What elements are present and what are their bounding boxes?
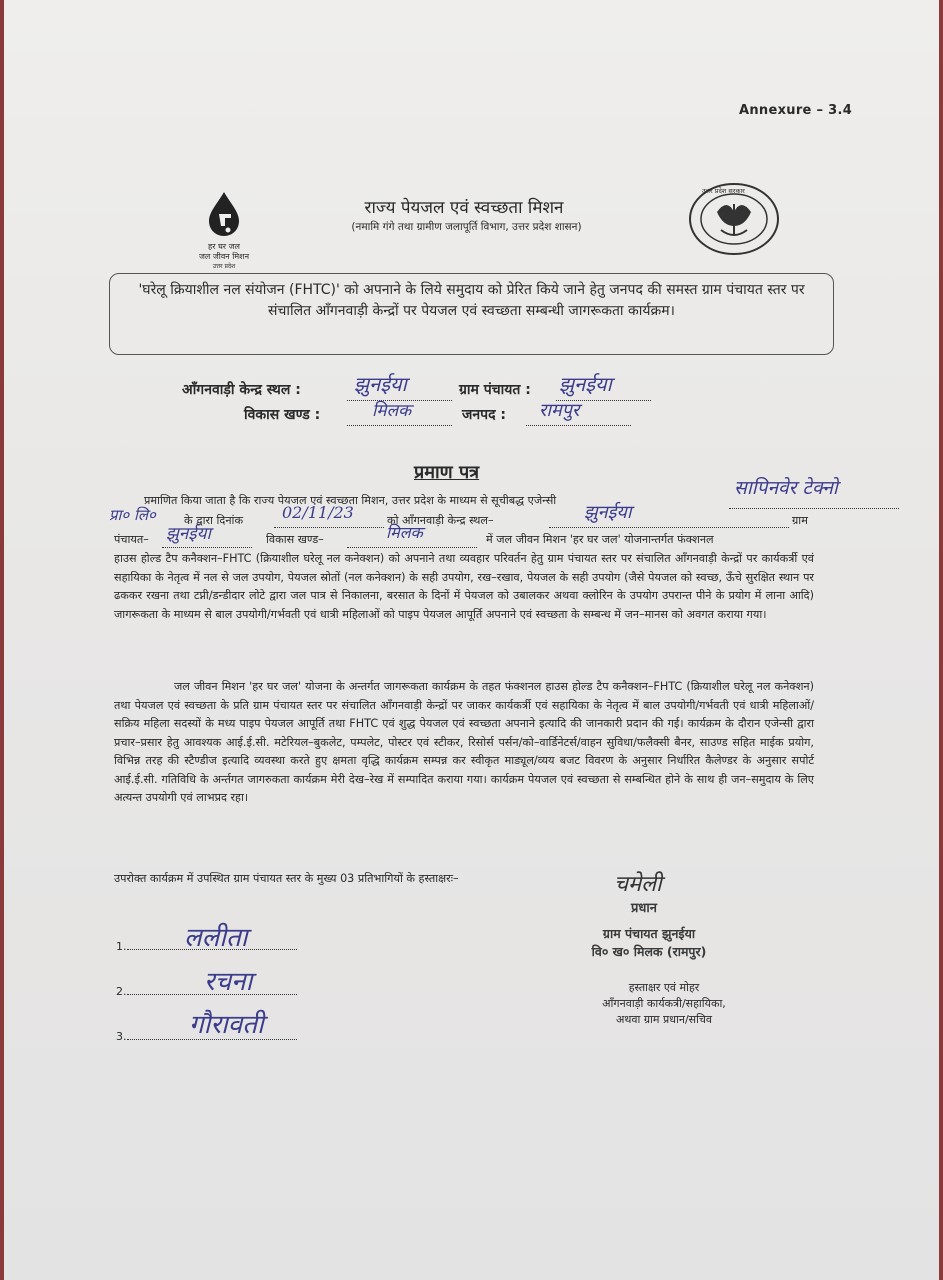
certificate-paragraph-2: जल जीवन मिशन 'हर घर जल' योजना के अन्तर्गत जागरूकता कार्यक्रम के तहत फंक्शनल हाउस होल्ड टैप कनैक्शन–FHTC (क्रियाशील घरेलू नल कनेक्शन) तथा पेयजल एवं स्वच्छता के प्रति ग्राम पंचायत स्तर पर संचालित आँगनवाड़ी केन्द्रों पर जाकर कार्यकर्त्री एवं सहायिका के नेतृत्व में बाल उपयोगी/गर्भवती एवं धात्री महिलाओं/सक्रिय महिला सदस्यों के मध्य पाइप पेयजल आपूर्ति तथा FHTC एवं शुद्ध पेयजल एवं स्वच्छता अपनाने इत्यादि की जानकारी प्रदान की गई। कार्यक्रम के दौरान एजेन्सी द्वारा प्रचार–प्रसार हेतु आवश्यक आई.ई.सी. मटेरियल–बुकलेट, पम्पलेट, पोस्टर एवं स्टीकर, रिसोर्स पर्सन/को–वार्डिनेटर्स/वाहन सुविधा/फलैक्सी बैनर, साउण्ड सहित माईक प्रयोग, विभिन्न तरह की स्टैण्डीज इत्यादि व्यवस्था करते हुए क्षमता वृद्धि कार्यक्रम सम्पन्न कर स्वीकृत माड्यूल/व्यय बजट विवरण के अनुसार निर्धारित कैलेण्डर के अनुसार सपोर्ट आई.ई.सी. गतिविधि के अर्न्तगत जागरुकता कार्यक्रम मेरी देख–रेख में सम्पादित कराया गया। कार्यक्रम पेयजल एवं स्वच्छता से सम्बन्धित होने के साथ ही जन–समुदाय के लिए अत्यन्त उपयोगी एवं लाभप्रद रहा। bbox=[114, 680, 814, 804]
annexure-label: Annexure – 3.4 bbox=[739, 103, 853, 118]
panchayat-handwritten: झुनईया bbox=[166, 524, 211, 544]
certificate-line1: प्रमाणित किया जाता है कि राज्य पेयजल एवं स्वच्छता मिशन, उत्तर प्रदेश के माध्यम से सूचीबद्ध एजेन्सी bbox=[144, 494, 557, 507]
certificate-line2a: के द्वारा दिनांक bbox=[184, 514, 244, 527]
date-handwritten: 02/11/23 bbox=[282, 503, 354, 522]
document-sheet bbox=[4, 0, 939, 1280]
participant-signature-3: गौरावती bbox=[189, 1010, 264, 1040]
block-handwritten: मिलक bbox=[386, 523, 423, 542]
water-drop-icon bbox=[189, 190, 259, 238]
certificate-line2b: को आँगनवाड़ी केन्द्र स्थल– bbox=[387, 514, 494, 527]
stamp-line-2: ग्राम पंचायत झुनईया bbox=[602, 926, 696, 941]
logo-text-line3: उत्तर प्रदेश bbox=[212, 263, 236, 270]
certificate-paragraph-1: हाउस होल्ड टैप कनैक्शन–FHTC (क्रियाशील घरेलू नल कनेक्शन) को अपनाने तथा व्यवहार परिवर्तन हेतु ग्राम पंचायत स्तर पर संचालित आँगनवाड़ी केन्द्रों पर कार्यकर्त्री एवं सहायिका के नेतृत्व में नल से जल उपयोग, पेयजल स्रोतों (नल कनेक्शन) के सही उपयोग, रख–रखाव, पेयजल के सही उपयोग (जैसे पेयजल को स्वच्छ, ऊँचे सुरक्षित स्थान पर ढककर रखना तथा टप्नी/डन्डीदार लोटे द्वारा जल पात्र से निकालना, बरसात के दिनों में पेयजल को उबालकर अथवा क्लोरिन के उपयोग उपरान्त पीने के प्रयोग में लाना आदि) जागरूकता के माध्यम से बाल उपयोगी/गर्भवती एवं धात्री महिलाओं को पाइप पेयजल आपूर्ति अपनाने एवं स्वच्छता के सम्बन्ध में जन–मानस को अवगत कराया गया। bbox=[114, 552, 814, 621]
participant-number: 1. bbox=[116, 940, 127, 953]
program-banner: 'घरेलू क्रियाशील नल संयोजन (FHTC)' को अपनाने के लिये समुदाय को प्रेरित किये जाने हेतु जनपद की समस्त ग्राम पंचायत स्तर पर संचालित आँगनवाड़ी केन्द्रों पर पेयजल एवं स्वच्छता सम्बन्धी जागरूकता कार्यक्रम। bbox=[109, 273, 834, 355]
signature-note-2: आँगनवाड़ी कार्यकत्री/सहायिका, bbox=[602, 997, 726, 1010]
vikas-khand-label: विकास खण्ड : bbox=[244, 407, 321, 423]
signature-note-1: हस्ताक्षर एवं मोहर bbox=[628, 981, 700, 994]
pradhan-signature: चमेली bbox=[614, 872, 662, 897]
anganwadi-label: आँगनवाड़ी केन्द्र स्थल : bbox=[182, 382, 301, 398]
participant-number: 2. bbox=[116, 985, 127, 998]
participant-signature-1: ललीता bbox=[184, 923, 248, 953]
certificate-line3c: में जल जीवन मिशन 'हर घर जल' योजनान्तर्गत फंक्शनल bbox=[486, 533, 714, 546]
certificate-line2c: ग्राम bbox=[792, 514, 808, 527]
company-suffix-handwritten: प्रा० लि० bbox=[109, 506, 156, 524]
participant-signature-2: रचना bbox=[204, 967, 253, 997]
vikas-khand-handwritten: मिलक bbox=[372, 401, 412, 421]
org-subtitle: (नमामि गंगे तथा ग्रामीण जलापूर्ति विभाग, उत्तर प्रदेश शासन) bbox=[351, 221, 582, 233]
certificate-line3b: विकास खण्ड– bbox=[266, 533, 324, 546]
pradhan-stamp bbox=[549, 925, 749, 961]
jal-jeevan-mission-logo bbox=[189, 190, 259, 270]
signature-note-3: अथवा ग्राम प्रधान/सचिव bbox=[615, 1013, 713, 1026]
anganwadi-site-handwritten: झुनईया bbox=[584, 502, 632, 523]
certificate-heading: प्रमाण पत्र bbox=[414, 462, 480, 483]
emblem-text: उत्तर प्रदेश सरकार bbox=[702, 187, 745, 195]
gram-panchayat-label: ग्राम पंचायत : bbox=[459, 382, 531, 398]
janpad-handwritten: रामपुर bbox=[539, 400, 580, 421]
up-government-emblem bbox=[687, 182, 782, 257]
logo-text-line2: जल जीवन मिशन bbox=[198, 252, 250, 261]
participants-intro: उपरोक्त कार्यक्रम में उपस्थित ग्राम पंचायत स्तर के मुख्य 03 प्रतिभागियों के हस्ताक्षरः– bbox=[114, 872, 459, 885]
janpad-label: जनपद : bbox=[462, 407, 507, 423]
stamp-line-3: वि० ख० मिलक (रामपुर) bbox=[591, 944, 707, 959]
gram-panchayat-handwritten: झुनईया bbox=[559, 372, 612, 396]
stamp-title: प्रधान bbox=[631, 901, 657, 916]
agency-handwritten: सापिनवेर टेक्नो bbox=[734, 477, 838, 499]
participant-number: 3. bbox=[116, 1030, 127, 1043]
logo-text-line1: हर घर जल bbox=[208, 242, 240, 251]
org-title: राज्य पेयजल एवं स्वच्छता मिशन bbox=[364, 198, 564, 218]
anganwadi-handwritten: झुनईया bbox=[354, 372, 407, 396]
signature-note bbox=[564, 980, 764, 1028]
certificate-line3a: पंचायत– bbox=[114, 533, 149, 546]
